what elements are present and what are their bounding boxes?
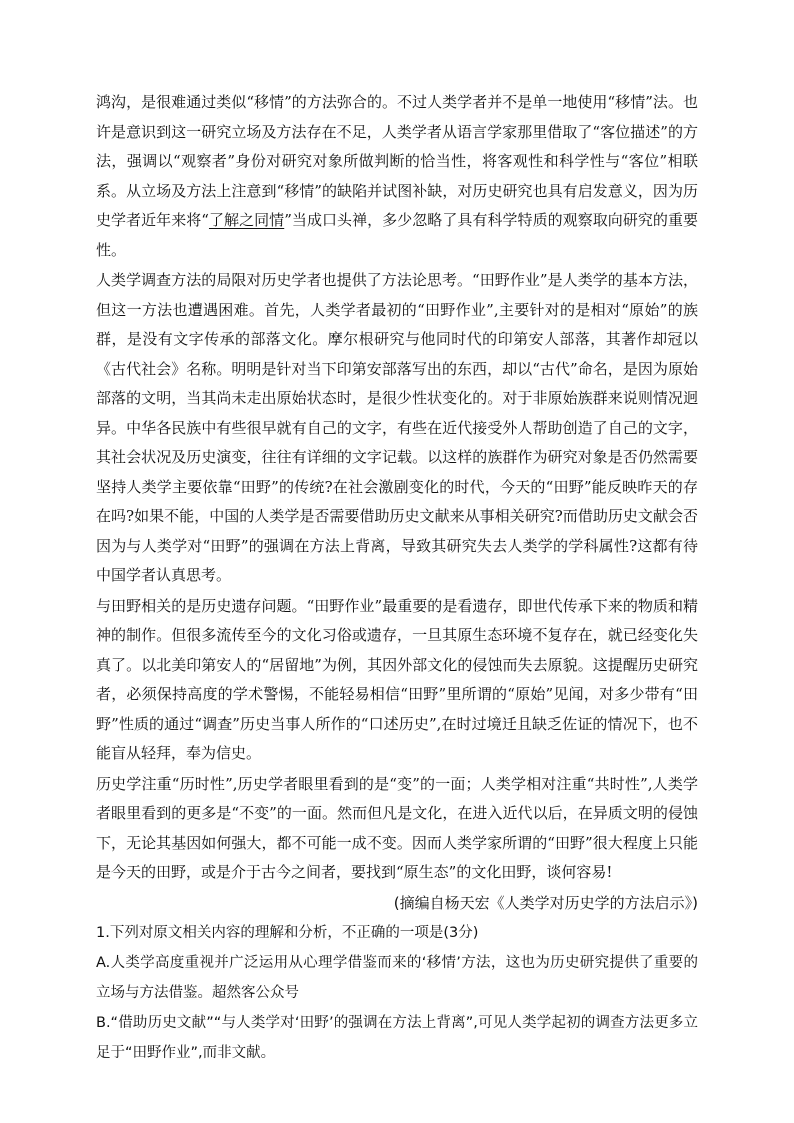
passage-paragraph-4: 历史学注重“历时性”,历史学者眼里看到的是“变”的一面；人类学相对注重“共时性”,人类学者眼里看到的更多是“不变”的一面。然而但凡是文化，在进入近代以后，在异质文明的侵蚀下，无论其基因如何强大，都不可能一成不变。因而人类学家所谓的“田野”很大程度上只能是今天的田野，或是介于古今之间者，要找到“原生态”的文化田野，谈何容易! xyxy=(96,774,698,881)
paragraph-1-text: 鸿沟，是很难通过类似“移情”的方法弥合的。不过人类学者并不是单一地使用“移情”法。也许是意识到这一研究立场及方法存在不足，人类学者从语言学家那里借取了“客位描述”的方法，强调以“观察者”身份对研究对象所做判断的恰当性，将客观性和科学性与“客位”相联系。从立场及方法上注意到“移情”的缺陷并试图补缺，对历史研究也具有启发意义，因为历史学者近年来将“ xyxy=(96,93,698,229)
option-b: B.“借助历史文献”“与人类学对‘田野’的强调在方法上背离”,可见人类学起初的调查方法更多立足于“田野作业”,而非文献。 xyxy=(96,1014,698,1061)
option-a: A.人类学高度重视并广泛运用从心理学借鉴而来的‘移情’方法，这也为历史研究提供了重要的立场与方法借鉴。超然客公众号 xyxy=(96,954,698,1001)
document-page xyxy=(96,88,698,1068)
passage-paragraph-2: 人类学调查方法的局限对历史学者也提供了方法论思考。“田野作业”是人类学的基本方法，但这一方法也遭遇困难。首先，人类学者最初的“田野作业”,主要针对的是相对“原始”的族群，是没有文字传承的部落文化。摩尔根研究与他同时代的印第安人部落，其著作却冠以《古代社会》名称。明明是针对当下印第安部落写出的东西，却以“古代”命名，是因为原始部落的文明，当其尚未走出原始状态时，是很少性状变化的。对于非原始族群来说则情况迥异。中华各民族中有些很早就有自己的文字，有些在近代接受外人帮助创造了自己的文字，其社会状况及历史演变，往往有详细的文字记载。以这样的族群作为研究对象是否仍然需要坚持人类学主要依靠“田野”的传统?在社会激剧变化的时代，今天的“田野”能反映昨天的存在吗?如果不能，中国的人类学是否需要借助历史文献来从事相关研究?而借助历史文献会否因为与人类学对“田野”的强调在方法上背离，导致其研究失去人类学的学科属性?这都有待中国学者认真思考。 xyxy=(96,271,698,584)
source-citation: (摘编自杨天宏《人类学对历史学的方法启示》) xyxy=(393,893,698,912)
passage-paragraph-3: 与田野相关的是历史遗存问题。“田野作业”最重要的是看遗存，即世代传承下来的物质和精神的制作。但很多流传至今的文化习俗或遗存，一旦其原生态环境不复存在，就已经变化失真了。以北美印第安人的“居留地”为例，其因外部文化的侵蚀而失去原貌。这提醒历史研究者，必须保持高度的学术警惕，不能轻易相信“田野”里所谓的“原始”见闻，对多少带有“田野”性质的通过“调查”历史当事人所作的“口述历史”,在时过境迁且缺乏佐证的情况下，也不能盲从轻拜，奉为信史。 xyxy=(96,596,698,762)
passage-paragraph-1 xyxy=(96,88,698,265)
underlined-phrase: 了解之同情 xyxy=(208,211,285,229)
question-stem: 1.下列对原文相关内容的理解和分析，不正确的一项是(3分) xyxy=(96,924,479,941)
paragraph-1-text-end: ”当成口头禅，多少忽略了具有科学特质的观察取向研究的重要性。 xyxy=(96,211,698,259)
